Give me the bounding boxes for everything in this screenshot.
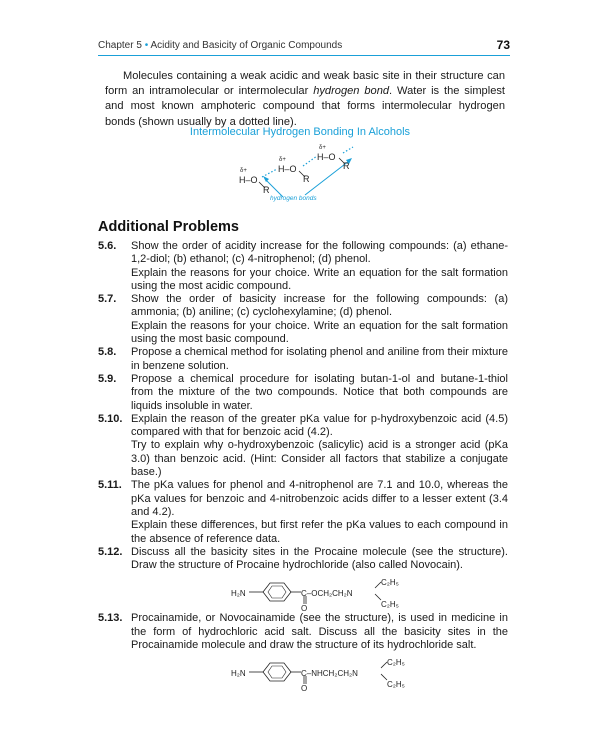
- intro-text-2: . Water is the simplest and most known amphoteric compound that forms intermolecular hydrogen bonds (shown usually by a dotted line).: [105, 85, 505, 128]
- amide-chain: C–NHCH₂CH₂N: [301, 669, 358, 679]
- problem-number: 5.9.: [98, 372, 117, 385]
- problem-number: 5.13.: [98, 612, 123, 625]
- problem-5-9: [98, 373, 508, 413]
- ester-chain: C–OCH₂CH₂N: [301, 589, 353, 599]
- procaine-structure: [131, 572, 508, 612]
- alkyl-r-2: R: [303, 174, 310, 184]
- amino-group: H₂N: [231, 589, 246, 599]
- amino-group: H₂N: [231, 669, 246, 679]
- problem-text: Propose a chemical procedure for isolating butan-1-ol and butane-1-thiol from the mixture of the two compounds. Notice that both compounds are liquids insoluble in water.: [131, 372, 508, 412]
- problem-text: Explain these differences, but first refer the pKa values to each compound in the absence of reference data.: [131, 519, 508, 545]
- delta-plus-3: δ+: [319, 145, 326, 151]
- carbonyl-oxygen: O: [301, 604, 308, 614]
- separator-bullet: •: [144, 40, 149, 51]
- intro-text-1: Molecules containing a weak acidic and weak basic site in their structure can form an intramolecular or intermolecular: [105, 70, 505, 98]
- procainamide-structure: [131, 652, 508, 692]
- page-number: 73: [496, 38, 510, 52]
- problem-5-13: [98, 612, 508, 652]
- problem-5-8: [98, 346, 508, 373]
- hydrogen-bonds-label: hydrogen bonds: [270, 195, 317, 202]
- problem-text: Explain the reason of the greater pKa value for p-hydroxybenzoic acid (4.5) compared with that for benzoic acid (4.2).: [131, 412, 508, 439]
- problem-5-6: [98, 240, 508, 293]
- hydroxyl-3: H–O: [317, 152, 336, 162]
- ethyl-group-1: C₂H₅: [381, 578, 399, 588]
- alkyl-r-1: R: [263, 185, 270, 195]
- problem-number: 5.10.: [98, 412, 123, 425]
- problem-text: Explain the reasons for your choice. Write an equation for the salt formation using the most basic compound.: [131, 319, 508, 346]
- problem-text: Propose a chemical method for isolating phenol and aniline from their mixture in benzene solution.: [131, 346, 508, 372]
- problem-text: The pKa values for phenol and 4-nitrophenol are 7.1 and 10.0, whereas the pKa values for benzoic and 4-nitrobenzoic acids differ to a lesser extent (3.4 and 4.2).: [131, 479, 508, 518]
- ethyl-group-2: C₂H₅: [387, 680, 405, 690]
- problem-number: 5.6.: [98, 240, 117, 252]
- chapter-heading: [98, 40, 342, 51]
- header-rule: [98, 55, 510, 56]
- chapter-label: Chapter 5: [98, 40, 142, 51]
- problem-number: 5.7.: [98, 293, 117, 306]
- problem-text: Try to explain why o-hydroxybenzoic (salicylic) acid is a stronger acid (pKa 3.0) than benzoic acid. (Hint: Consider all factors that stabilize a conjugate base.): [131, 439, 508, 479]
- hydrogen-bond-diagram: [225, 145, 405, 205]
- intro-emphasis: hydrogen bond: [313, 85, 390, 98]
- problem-5-12: [98, 546, 508, 573]
- problem-text: Procainamide, or Novocainamide (see the structure), is used in medicine in the form of hydrochloric acid salt. Discuss all the basicity sites in the Procainamide molecule and draw the structure of its hydrochloride salt.: [131, 612, 508, 652]
- problem-number: 5.12.: [98, 545, 123, 558]
- problem-text: Show the order of basicity increase for the following compounds: (a) ammonia; (b) aniline; (c) cyclohexylamine; (d) phenol.: [131, 293, 508, 319]
- problem-number: 5.11.: [98, 479, 122, 492]
- problem-5-10: [98, 413, 508, 479]
- problem-number: 5.8.: [98, 346, 117, 359]
- problem-text: Discuss all the basicity sites in the Procaine molecule (see the structure). Draw the structure of Procaine hydrochloride (also called Novocain).: [131, 545, 508, 572]
- problem-5-11: [98, 479, 508, 545]
- delta-plus-2: δ+: [279, 157, 286, 163]
- intro-paragraph: [105, 69, 505, 130]
- problem-list: [98, 240, 508, 692]
- running-header: [98, 38, 510, 54]
- ethyl-group-2: C₂H₅: [381, 600, 399, 610]
- section-heading: Additional Problems: [98, 219, 239, 235]
- problem-text: Explain the reasons for your choice. Write an equation for the salt formation using the most acidic compound.: [131, 266, 508, 292]
- carbonyl-oxygen: O: [301, 684, 308, 694]
- problem-text: Show the order of acidity increase for the following compounds: (a) ethane-1,2-diol; (b) ethanol; (c) 4-nitrophenol; (d) phenol.: [131, 240, 508, 266]
- alkyl-r-3: R: [343, 161, 350, 171]
- hydroxyl-1: H–O: [239, 175, 258, 185]
- chapter-title: Acidity and Basicity of Organic Compounds: [150, 40, 343, 51]
- delta-plus-1: δ+: [240, 168, 247, 174]
- procainamide-skeleton: [131, 652, 431, 692]
- hydroxyl-2: H–O: [278, 164, 297, 174]
- ethyl-group-1: C₂H₅: [387, 658, 405, 668]
- problem-5-7: [98, 293, 508, 346]
- figure-title: Intermolecular Hydrogen Bonding In Alcohols: [189, 126, 411, 138]
